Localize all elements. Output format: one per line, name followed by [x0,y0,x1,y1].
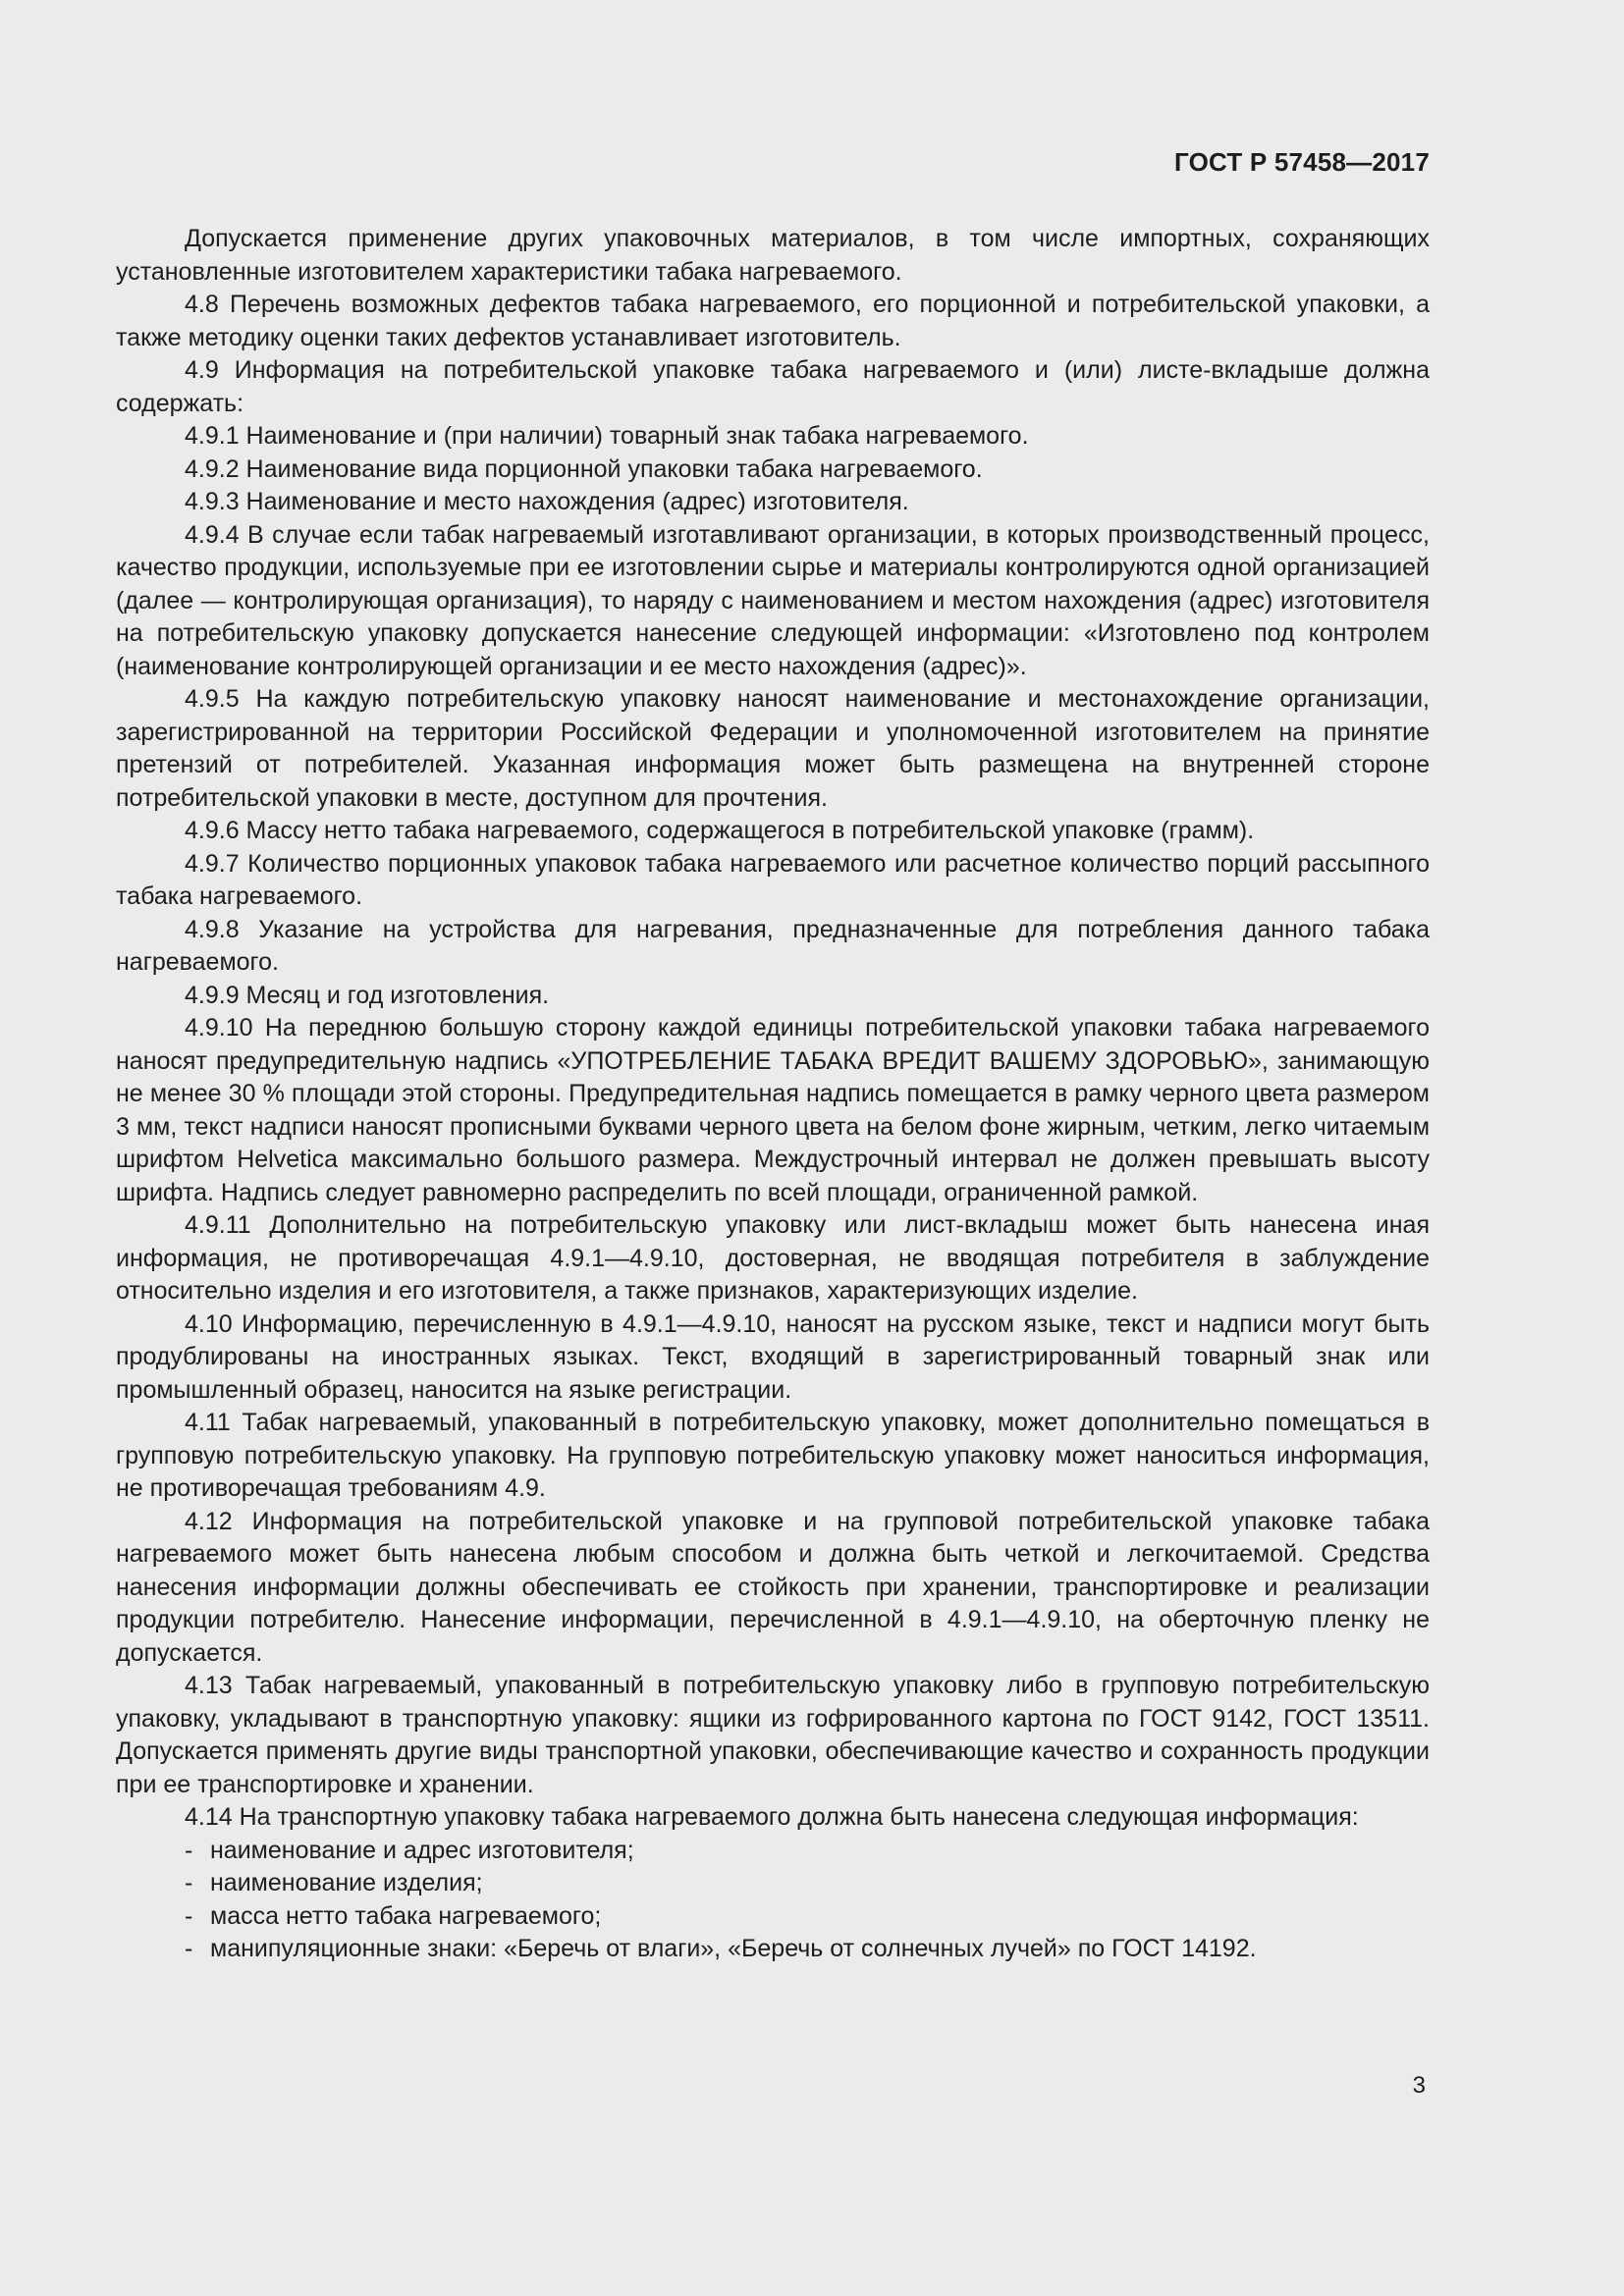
paragraph-4-14: 4.14 На транспортную упаковку табака нагреваемого должна быть нанесена следующая информация: [185,1803,1359,1831]
paragraph-4-9: 4.9 Информация на потребительской упаковке табака нагреваемого и (или) листе-вкладыше должна содержать: [116,356,1430,417]
list-item-text: наименование изделия; [210,1869,483,1896]
list-item [116,1933,1430,1966]
list-marker: - [185,1901,193,1930]
paragraph-4-9-4: 4.9.4 В случае если табак нагреваемый изготавливают организации, в которых производственный процесс, качество продукции, используемые при ее изготовлении сырье и материалы контролируются одной организацией (далее — контролирующая организация), то наряду с наименованием и местом нахождения (адрес) изготовителя на потребительскую упаковку допускается нанесение следующей информации: «Изготовлено под контролем (наименование контролирующей организации и ее место нахождения (адрес)». [116,520,1430,680]
list-item [116,1900,1430,1934]
paragraph-4-12: 4.12 Информация на потребительской упаковке и на групповой потребительской упаковке табака нагреваемого может быть нанесена любым способом и должна быть четкой и легкочитаемой. Средства нанесения информации должны обеспечивать ее стойкость при хранении, транспортировке и реализации продукции потребителю. Нанесение информации, перечисленной в 4.9.1—4.9.10, на оберточную пленку не допускается. [116,1507,1430,1667]
paragraph-4-13: 4.13 Табак нагреваемый, упакованный в потребительскую упаковку либо в групповую потребительскую упаковку, укладывают в транспортную упаковку: ящики из гофрированного картона по ГОСТ 9142, ГОСТ 13511. Допускается применять другие виды транспортной упаковки, обеспечивающие качество и сохранность продукции при ее транспортировке и хранении. [116,1672,1430,1798]
paragraph-packaging-materials: Допускается применение других упаковочных материалов, в том числе импортных, сохраняющих установленные изготовителем характеристики табака нагреваемого. [116,225,1430,286]
list-item-text: масса нетто табака нагреваемого; [210,1901,602,1930]
paragraph-4-9-11: 4.9.11 Дополнительно на потребительскую упаковку или лист-вкладыш может быть нанесена иная информация, не противоречащая 4.9.1—4.9.10, достоверная, не вводящая потребителя в заблуждение относительно изделия и его изготовителя, а также признаков, характеризующих изделие. [116,1211,1430,1305]
list-marker: - [185,1935,193,1962]
paragraph-4-9-10: 4.9.10 На переднюю большую сторону каждой единицы потребительской упаковки табака нагреваемого наносят предупредительную надпись «УПОТРЕБЛЕНИЕ ТАБАКА ВРЕДИТ ВАШЕМУ ЗДОРОВЬЮ», занимающую не менее 30 % площади этой стороны. Предупредительная надпись помещается в рамку черного цвета размером 3 мм, текст надписи наносят прописными буквами черного цвета на белом фоне жирным, четким, легко читаемым шрифтом Helvetica максимально большого размера. Междустрочный интервал не должен превышать высоту шрифта. Надпись следует равномерно распределить по всей площади, ограниченной рамкой. [116,1014,1430,1206]
list-item-text: наименование и адрес изготовителя; [210,1836,634,1864]
paragraph-4-9-2: 4.9.2 Наименование вида порционной упаковки табака нагреваемого. [185,454,983,483]
list-marker: - [185,1869,193,1896]
paragraph-4-9-7: 4.9.7 Количество порционных упаковок табака нагреваемого или расчетное количество порций рассыпного табака нагреваемого. [116,849,1430,910]
list-item [116,1867,1430,1900]
paragraph-4-8: 4.8 Перечень возможных дефектов табака нагреваемого, его порционной и потребительской упаковки, а также методику оценки таких дефектов устанавливает изготовитель. [116,291,1430,351]
paragraph-4-9-6: 4.9.6 Массу нетто табака нагреваемого, содержащегося в потребительской упаковке (грамм). [185,817,1255,844]
list-item-text: манипуляционные знаки: «Беречь от влаги», «Беречь от солнечных лучей» по ГОСТ 14192. [210,1935,1257,1962]
paragraph-4-9-1: 4.9.1 Наименование и (при наличии) товарный знак табака нагреваемого. [185,422,1029,450]
paragraph-4-9-8: 4.9.8 Указание на устройства для нагревания, предназначенные для потребления данного табака нагреваемого. [116,915,1430,976]
paragraph-4-9-5: 4.9.5 На каждую потребительскую упаковку наносят наименование и местонахождение организации, зарегистрированной на территории Российской Федерации и уполномоченной изготовителем на принятие претензий от потребителей. Указанная информация может быть размещена на внутренней стороне потребительской упаковки в месте, доступном для прочтения. [116,685,1430,812]
paragraph-4-9-3: 4.9.3 Наименование и место нахождения (адрес) изготовителя. [185,488,909,515]
transport-label-list [116,1835,1430,1966]
paragraph-4-9-9: 4.9.9 Месяц и год изготовления. [185,981,550,1009]
paragraph-4-10: 4.10 Информацию, перечисленную в 4.9.1—4.9.10, наносят на русском языке, текст и надписи могут быть продублированы на иностранных языках. Текст, входящий в зарегистрированный товарный знак или промышленный образец, наносится на языке регистрации. [116,1309,1430,1404]
document-code: ГОСТ Р 57458—2017 [1174,147,1430,177]
page-number: 3 [1412,2072,1426,2099]
document-body [116,223,1430,1966]
list-marker: - [185,1836,193,1864]
list-item [116,1835,1430,1868]
paragraph-4-11: 4.11 Табак нагреваемый, упакованный в потребительскую упаковку, может дополнительно помещаться в групповую потребительскую упаковку. На групповую потребительскую упаковку может наноситься информация, не противоречащая требованиям 4.9. [116,1409,1430,1502]
